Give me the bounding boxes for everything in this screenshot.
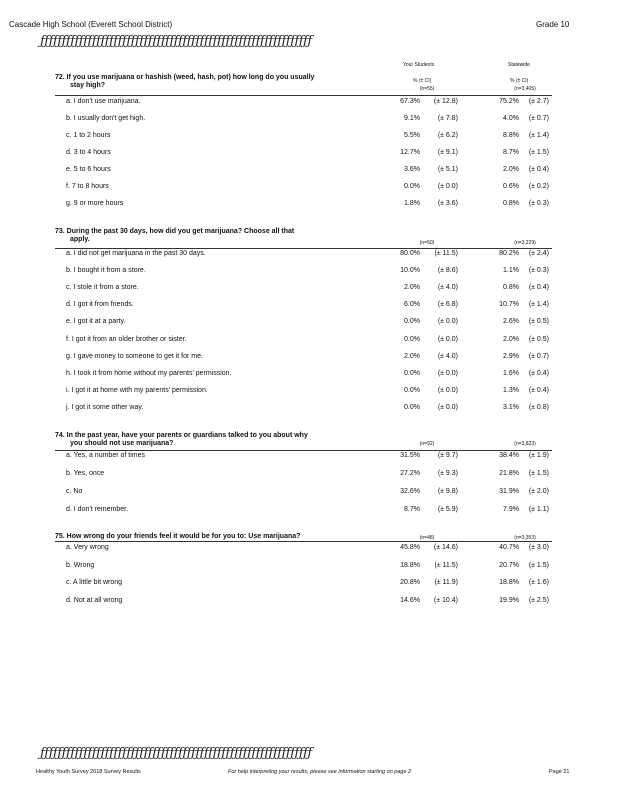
your-percent: 0.0% xyxy=(404,318,420,325)
state-ci: (± 0.4) xyxy=(528,284,549,291)
your-percent: 45.8% xyxy=(400,544,420,551)
state-ci: (± 2.0) xyxy=(528,488,549,495)
your-percent: 67.3% xyxy=(400,98,420,105)
answer-label: d. Not at all wrong xyxy=(66,597,123,604)
your-ci: (± 0.0) xyxy=(437,370,458,377)
answer-label: e. I got it at a party. xyxy=(66,318,126,325)
page-number: Page 21 xyxy=(549,769,570,775)
question-text: 74. In the past year, have your parents or guardians talked to you about why xyxy=(55,432,308,439)
answer-label: a. Very wrong xyxy=(66,544,109,551)
state-percent: 40.7% xyxy=(499,544,519,551)
answer-label: d. I don't remember. xyxy=(66,506,129,513)
answer-label: d. 3 to 4 hours xyxy=(66,149,111,156)
answer-label: c. No xyxy=(66,488,83,495)
your-percent: 12.7% xyxy=(400,149,420,156)
state-percent: 1.1% xyxy=(503,267,519,274)
state-ci: (± 1.5) xyxy=(528,149,549,156)
your-percent: 5.5% xyxy=(404,132,420,139)
your-sample-size: (n=48) xyxy=(419,535,435,541)
state-sample-size: (n=3,353) xyxy=(514,535,536,541)
state-ci: (± 0.7) xyxy=(528,353,549,360)
your-ci: (± 9.1) xyxy=(437,149,458,156)
your-students-header: Your Students xyxy=(403,62,435,68)
state-percent: 2.9% xyxy=(503,353,519,360)
your-ci: (± 0.0) xyxy=(437,336,458,343)
your-ci: (± 0.0) xyxy=(437,183,458,190)
state-percent: 0.8% xyxy=(503,200,519,207)
state-percent: 31.9% xyxy=(499,488,519,495)
state-percent: 75.2% xyxy=(499,98,519,105)
state-ci: (± 0.4) xyxy=(528,370,549,377)
state-ci: (± 0.4) xyxy=(528,387,549,394)
question-text-cont: stay high? xyxy=(70,82,106,89)
answer-label: c. A little bit wrong xyxy=(66,579,123,586)
your-ci: (± 0.0) xyxy=(437,404,458,411)
question-rule xyxy=(55,248,552,249)
state-percent: 4.0% xyxy=(503,115,519,122)
question-rule xyxy=(55,95,552,96)
state-percent: 20.7% xyxy=(499,562,519,569)
your-percent: 2.0% xyxy=(404,353,420,360)
answer-label: b. I bought it from a store. xyxy=(66,267,146,274)
your-ci: (± 4.0) xyxy=(437,353,458,360)
state-percent: 1.6% xyxy=(503,370,519,377)
state-percent: 18.8% xyxy=(499,579,519,586)
statewide-header: Statewide xyxy=(508,62,530,68)
your-ci: (± 9.7) xyxy=(437,452,458,459)
state-ci: (± 0.7) xyxy=(528,115,549,122)
survey-name: Healthy Youth Survey 2018 Survey Results xyxy=(36,769,141,775)
answer-label: a. I don't use marijuana. xyxy=(66,98,141,105)
your-percent: 6.0% xyxy=(404,301,420,308)
state-percent: 2.0% xyxy=(503,336,519,343)
your-ci: (± 5.9) xyxy=(437,506,458,513)
your-ci: (± 12.8) xyxy=(433,98,458,105)
your-ci: (± 6.2) xyxy=(437,132,458,139)
your-percent: 0.0% xyxy=(404,370,420,377)
your-percent: 0.0% xyxy=(404,387,420,394)
answer-label: j. I got it some other way. xyxy=(66,404,144,411)
state-ci: (± 3.0) xyxy=(528,544,549,551)
answer-label: e. 5 to 6 hours xyxy=(66,166,111,173)
answer-label: i. I got it at home with my parents' permission. xyxy=(66,387,208,394)
answer-label: c. 1 to 2 hours xyxy=(66,132,111,139)
your-percent: 0.0% xyxy=(404,404,420,411)
state-percent: 2.6% xyxy=(503,318,519,325)
your-ci: (± 6.8) xyxy=(437,301,458,308)
your-percent: 1.8% xyxy=(404,200,420,207)
your-ci: (± 11.9) xyxy=(434,579,458,586)
state-ci: (± 1.1) xyxy=(528,506,549,513)
state-ci: (± 2.7) xyxy=(528,98,549,105)
answer-label: a. I did not get marijuana in the past 30 days. xyxy=(66,250,206,257)
state-ci: (± 1.5) xyxy=(528,562,549,569)
answer-label: f. 7 to 8 hours xyxy=(66,183,109,190)
answer-label: g. 9 or more hours xyxy=(66,200,124,207)
your-percent: 0.0% xyxy=(404,183,420,190)
state-sample-size: (n=3,823) xyxy=(514,441,536,447)
state-ci: (± 0.2) xyxy=(528,183,549,190)
your-ci: (± 8.6) xyxy=(437,267,458,274)
question-rule xyxy=(55,450,552,451)
answer-label: c. I stole it from a store. xyxy=(66,284,139,291)
your-ci: (± 11.5) xyxy=(434,562,458,569)
state-sample-size: (n=3,405) xyxy=(514,86,536,92)
answer-label: g. I gave money to someone to get it for me. xyxy=(66,353,203,360)
your-sample-size: (n=92) xyxy=(419,441,435,447)
state-percent: 1.3% xyxy=(503,387,519,394)
answer-label: b. Yes, once xyxy=(66,470,105,477)
your-percent: 8.7% xyxy=(404,506,420,513)
your-ci: (± 5.1) xyxy=(437,166,458,173)
your-percent: 9.1% xyxy=(404,115,420,122)
your-percent: 80.0% xyxy=(400,250,420,257)
state-ci: (± 1.5) xyxy=(528,470,549,477)
state-ci: (± 2.4) xyxy=(528,250,549,257)
your-pct-header: % (± CI) xyxy=(413,78,432,84)
your-percent: 27.2% xyxy=(400,470,420,477)
your-percent: 2.0% xyxy=(404,284,420,291)
state-ci: (± 1.9) xyxy=(528,452,549,459)
your-percent: 31.5% xyxy=(400,452,420,459)
your-percent: 0.0% xyxy=(404,336,420,343)
state-ci: (± 1.4) xyxy=(528,132,549,139)
footer-divider: ƒƒƒƒƒƒƒƒƒƒƒƒƒƒƒƒƒƒƒƒƒƒƒƒƒƒƒƒƒƒƒƒƒƒƒƒƒƒƒƒƒƒƒƒƒƒƒƒƒƒƒƒƒƒƒƒƒƒƒƒƒƒƒ xyxy=(40,746,312,761)
your-percent: 18.8% xyxy=(400,562,420,569)
your-ci: (± 0.0) xyxy=(437,387,458,394)
state-ci: (± 0.4) xyxy=(528,166,549,173)
state-percent: 80.2% xyxy=(499,250,519,257)
your-ci: (± 14.6) xyxy=(433,544,458,551)
your-percent: 32.6% xyxy=(400,488,420,495)
state-percent: 2.0% xyxy=(503,166,519,173)
answer-label: h. I took it from home without my parents' permission. xyxy=(66,370,232,377)
state-sample-size: (n=3,229) xyxy=(514,240,536,246)
state-percent: 8.8% xyxy=(503,132,519,139)
school-title: Cascade High School (Everett School District) xyxy=(9,20,173,29)
your-ci: (± 9.3) xyxy=(437,470,458,477)
state-ci: (± 2.5) xyxy=(528,597,549,604)
question-text: 75. How wrong do your friends feel it would be for you to: Use marijuana? xyxy=(55,533,301,540)
state-percent: 3.1% xyxy=(503,404,519,411)
header-divider: ƒƒƒƒƒƒƒƒƒƒƒƒƒƒƒƒƒƒƒƒƒƒƒƒƒƒƒƒƒƒƒƒƒƒƒƒƒƒƒƒƒƒƒƒƒƒƒƒƒƒƒƒƒƒƒƒƒƒƒƒƒƒƒ xyxy=(40,34,312,49)
state-percent: 38.4% xyxy=(499,452,519,459)
state-ci: (± 1.6) xyxy=(528,579,549,586)
state-ci: (± 0.3) xyxy=(528,200,549,207)
state-percent: 7.9% xyxy=(503,506,519,513)
your-ci: (± 10.4) xyxy=(433,597,458,604)
state-percent: 10.7% xyxy=(499,301,519,308)
your-ci: (± 0.0) xyxy=(437,318,458,325)
your-sample-size: (n=50) xyxy=(419,240,435,246)
your-percent: 3.6% xyxy=(404,166,420,173)
your-percent: 20.8% xyxy=(400,579,420,586)
your-percent: 14.6% xyxy=(400,597,420,604)
your-ci: (± 11.5) xyxy=(434,250,458,257)
question-text: 72. If you use marijuana or hashish (weed, hash, pot) how long do you usually xyxy=(55,74,315,81)
answer-label: b. I usually don't get high. xyxy=(66,115,146,122)
your-ci: (± 9.8) xyxy=(437,488,458,495)
state-percent: 0.6% xyxy=(503,183,519,190)
question-text: 73. During the past 30 days, how did you get marijuana? Choose all that xyxy=(55,228,295,235)
grade-label: Grade 10 xyxy=(536,20,570,29)
your-ci: (± 7.8) xyxy=(437,115,458,122)
your-sample-size: (n=55) xyxy=(419,86,435,92)
answer-label: a. Yes, a number of times xyxy=(66,452,145,459)
your-ci: (± 3.6) xyxy=(437,200,458,207)
question-text-cont: you should not use marijuana? xyxy=(70,440,174,447)
state-percent: 21.8% xyxy=(499,470,519,477)
state-ci: (± 0.8) xyxy=(528,404,549,411)
your-percent: 10.0% xyxy=(400,267,420,274)
state-ci: (± 0.5) xyxy=(528,318,549,325)
state-percent: 0.8% xyxy=(503,284,519,291)
state-pct-header: % (± CI) xyxy=(510,78,529,84)
state-ci: (± 0.3) xyxy=(528,267,549,274)
state-percent: 8.7% xyxy=(503,149,519,156)
answer-label: b. Wrong xyxy=(66,562,95,569)
state-ci: (± 0.5) xyxy=(528,336,549,343)
state-ci: (± 1.4) xyxy=(528,301,549,308)
question-text-cont: apply. xyxy=(70,236,90,243)
help-note: For help interpreting your results, please see information starting on page 2 xyxy=(228,769,412,775)
answer-label: f. I got it from an older brother or sister. xyxy=(66,336,187,343)
answer-label: d. I got it from friends. xyxy=(66,301,134,308)
your-ci: (± 4.0) xyxy=(437,284,458,291)
question-rule xyxy=(55,541,552,542)
state-percent: 19.9% xyxy=(499,597,519,604)
